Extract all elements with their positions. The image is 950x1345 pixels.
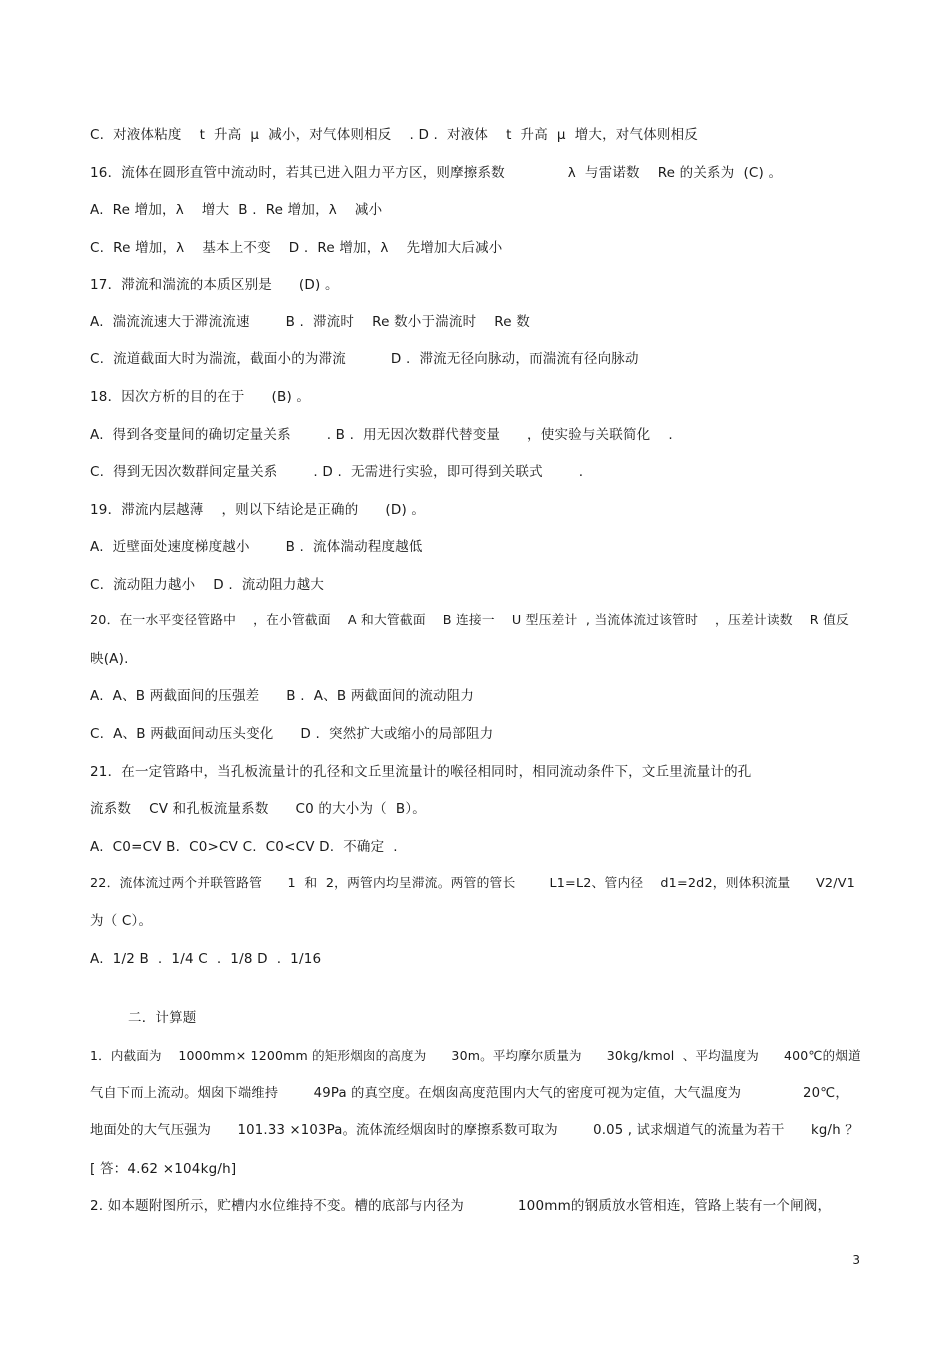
text-line: A. 近壁面处速度梯度越小 B . 流体湍动程度越低 [90,539,423,555]
text-line: 映(A). [90,651,129,667]
question-16: 16．流体在圆形直管中流动时，若其已进入阻力平方区，则摩擦系数 λ 与雷诺数 Re 的关系为 (C) 。 [90,165,783,181]
question-19: 19．滞流内层越薄 ，则以下结论是正确的 (D) 。 [90,502,426,518]
text-line: C. 得到无因次数群间定量关系 . D . 无需进行实验，即可得到关联式 . [90,464,584,480]
text-line: A. C0=CV B. C0>CV C. C0<CV D. 不确定 . [90,839,398,855]
question-20: 20．在一水平变径管路中 ，在小管截面 A 和大管截面 B 连接一 U 型压差计 , 当流体流过该管时 ，压差计读数 R 值反 [90,613,849,628]
text-line: C. 对液体粘度 t 升高 μ 减小，对气体则相反 . D . 对液体 t 升高 μ 增大，对气体则相反 [90,127,698,143]
text-line: A. 得到各变量间的确切定量关系 . B . 用无因次数群代替变量 ，使实验与关联简化 . [90,427,673,443]
answer-line: [ 答：4.62 ×104kg/h] [90,1161,237,1177]
text-line: C. 流道截面大时为湍流，截面小的为滞流 D . 滞流无径向脉动，而湍流有径向脉动 [90,351,639,367]
question-18: 18．因次方析的目的在于 (B) 。 [90,389,311,405]
question-21: 21．在一定管路中，当孔板流量计的孔径和文丘里流量计的喉径相同时，相同流动条件下，文丘里流量计的孔 [90,764,752,780]
text-line: 气自下而上流动。烟囱下端维持 49Pa 的真空度。在烟囱高度范围内大气的密度可视为定值，大气温度为 20℃， [90,1086,849,1101]
text-line: C. 流动阻力越小 D . 流动阻力越大 [90,577,325,593]
text-line: A. A、B 两截面间的压强差 B . A、B 两截面间的流动阻力 [90,688,475,704]
text-line: 流系数 CV 和孔板流量系数 C0 的大小为（ B）。 [90,801,426,817]
problem-2: 2. 如本题附图所示，贮槽内水位维持不变。槽的底部与内径为 100mm的钢质放水管相连，管路上装有一个闸阀， [90,1198,832,1214]
text-line: C. A、B 两截面间动压头变化 D . 突然扩大或缩小的局部阻力 [90,726,494,742]
text-line: C. Re 增加，λ 基本上不变 D . Re 增加，λ 先增加大后减小 [90,240,503,256]
text-line: 为（ C）。 [90,913,153,929]
problem-1: 1．内截面为 1000mm× 1200mm 的矩形烟囱的高度为 30m。平均摩尔质量为 30kg/kmol 、平均温度为 400℃的烟道 [90,1048,861,1063]
text-line: 地面处的大气压强为 101.33 ×103Pa。流体流经烟囱时的摩擦系数可取为 0.05 , 试求烟道气的流量为若干 kg/h ？ [90,1123,859,1138]
section-heading: 二．计算题 [128,1010,197,1026]
text-line: A. 湍流流速大于滞流流速 B . 滞流时 Re 数小于湍流时 Re 数 [90,314,530,330]
text-line: A. 1/2 B . 1/4 C . 1/8 D . 1/16 [90,951,322,967]
page-number: 3 [852,1253,860,1267]
text-line: A. Re 增加，λ 增大 B . Re 增加，λ 减小 [90,202,383,218]
question-22: 22．流体流过两个并联管路管 1 和 2，两管内均呈滞流。两管的管长 L1=L2、管内径 d1=2d2，则体积流量 V2/V1 [90,876,855,891]
question-17: 17．滞流和湍流的本质区别是 (D) 。 [90,277,339,293]
